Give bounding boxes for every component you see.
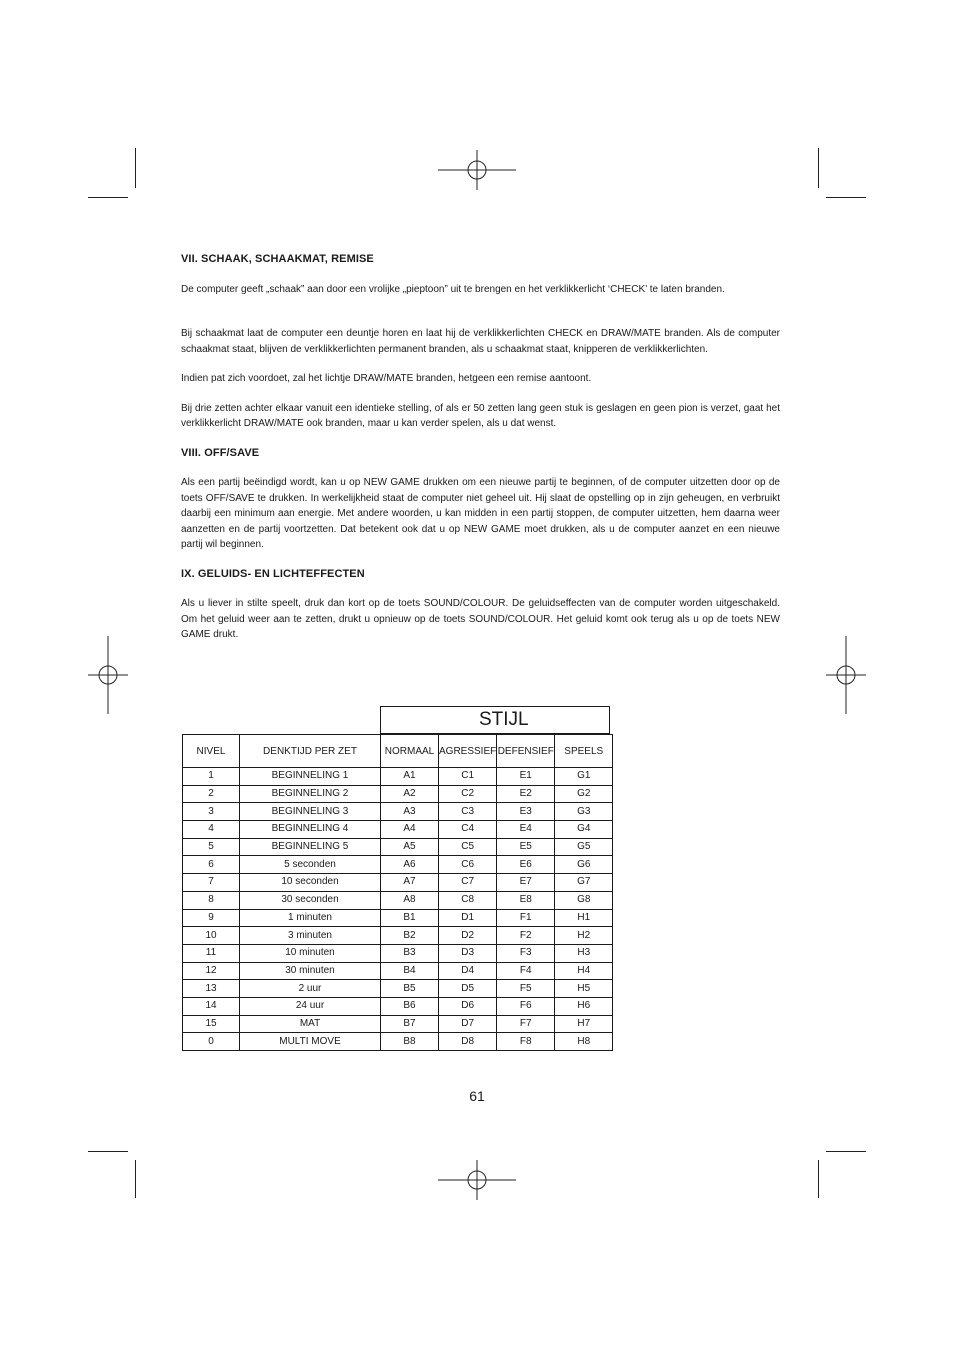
table-row (183, 803, 613, 821)
table-cell: B4 (381, 962, 439, 980)
table-row (183, 962, 613, 980)
table-cell: BEGINNELING 4 (240, 821, 381, 839)
table-cell: H1 (555, 909, 613, 927)
table-cell: C6 (439, 856, 497, 874)
table-cell: 13 (183, 980, 240, 998)
paragraph: Bij schaakmat laat de computer een deuntje horen en laat hij de verklikkerlichten CHECK en DRAW/MATE branden. Als de computer schaakmat staat, blijven de verklikkerlichten permanent branden, als u schaakmat staat, knipperen de verklikkerlichten. (181, 328, 780, 355)
table-cell: G2 (555, 785, 613, 803)
table-cell: C1 (439, 768, 497, 786)
table-cell: BEGINNELING 2 (240, 785, 381, 803)
table-cell: A2 (381, 785, 439, 803)
table-cell: 2 uur (240, 980, 381, 998)
paragraph: Indien pat zich voordoet, zal het lichtje DRAW/MATE branden, hetgeen een remise aantoont. (181, 373, 592, 384)
table-cell: H5 (555, 980, 613, 998)
paragraph: De computer geeft „schaak” aan door een vrolijke „pieptoon” uit te brengen en het verklikkerlicht ‘CHECK’ te laten branden. (181, 283, 725, 295)
table-cell: B3 (381, 944, 439, 962)
table-cell: F4 (497, 962, 555, 980)
crop-mark (135, 1160, 136, 1198)
table-cell: F6 (497, 997, 555, 1015)
table-cell: H4 (555, 962, 613, 980)
table-cell: F3 (497, 944, 555, 962)
table-row (183, 874, 613, 892)
table-style-header: STIJL (380, 706, 610, 734)
registration-mark-icon (826, 636, 866, 714)
table-cell: B7 (381, 1015, 439, 1033)
table-cell: 1 (183, 768, 240, 786)
table-cell: E4 (497, 821, 555, 839)
table-row (183, 944, 613, 962)
table-cell: D1 (439, 909, 497, 927)
table-cell: 1 minuten (240, 909, 381, 927)
crop-mark (88, 197, 128, 198)
table-cell: 9 (183, 909, 240, 927)
table-cell: H6 (555, 997, 613, 1015)
table-cell: B6 (381, 997, 439, 1015)
table-cell: 0 (183, 1033, 240, 1051)
table-cell: B5 (381, 980, 439, 998)
table-row (183, 927, 613, 945)
table-cell: BEGINNELING 3 (240, 803, 381, 821)
column-header: NIVEL (183, 735, 240, 768)
table-cell: 7 (183, 874, 240, 892)
document-body (181, 252, 780, 643)
crop-mark (826, 1151, 866, 1152)
paragraph: Als een partij beëindigd wordt, kan u op NEW GAME drukken om een nieuwe partij te beginnen, of de computer uitzetten door op de toets OFF/SAVE te drukken. In werkelijkheid staat de computer niet geheel uit. Hij slaat de opstelling op in zijn geheugen, en verbruikt daarbij een minimum aan energie. Met andere woorden, u kan midden in een partij stoppen, de computer uitzetten, hem daarna weer aanzetten en de partij voortzetten. Dat betekent ook dat u op NEW GAME moet drukken, als u de computer aanzet en een nieuwe partij wil beginnen. (181, 477, 780, 550)
table-row (183, 1033, 613, 1051)
table-cell: C3 (439, 803, 497, 821)
table-cell: G6 (555, 856, 613, 874)
table-row (183, 909, 613, 927)
table-cell: B2 (381, 927, 439, 945)
registration-mark-icon (438, 1160, 516, 1200)
table-cell: 24 uur (240, 997, 381, 1015)
table-cell: D4 (439, 962, 497, 980)
table-cell: C4 (439, 821, 497, 839)
table-cell: A4 (381, 821, 439, 839)
table-cell: E5 (497, 838, 555, 856)
table-cell: E2 (497, 785, 555, 803)
table-cell: B8 (381, 1033, 439, 1051)
section-heading: VII. SCHAAK, SCHAAKMAT, REMISE (181, 253, 374, 265)
column-header: NORMAAL (381, 735, 439, 768)
table-cell: H8 (555, 1033, 613, 1051)
registration-mark-icon (438, 150, 516, 190)
table-row (183, 821, 613, 839)
table-cell: F5 (497, 980, 555, 998)
table-row (183, 980, 613, 998)
paragraph: Als u liever in stilte speelt, druk dan kort op de toets SOUND/COLOUR. De geluidseffecten van de computer worden uitgeschakeld. Om het geluid weer aan te zetten, drukt u opnieuw op de toets SOUND/COLOUR. Het geluid komt ook terug als u op de toets NEW GAME drukt. (181, 598, 780, 640)
table-cell: MULTI MOVE (240, 1033, 381, 1051)
section-heading: IX. GELUIDS- EN LICHTEFFECTEN (181, 567, 365, 580)
table-cell: G1 (555, 768, 613, 786)
table-cell: D6 (439, 997, 497, 1015)
crop-mark (826, 197, 866, 198)
table-cell: H7 (555, 1015, 613, 1033)
column-header: DENKTIJD PER ZET (240, 735, 381, 768)
table-cell: 4 (183, 821, 240, 839)
table-cell: 11 (183, 944, 240, 962)
table-cell: A8 (381, 891, 439, 909)
table-cell: C7 (439, 874, 497, 892)
table-cell: 30 seconden (240, 891, 381, 909)
table-cell: D2 (439, 927, 497, 945)
table-header-row (183, 735, 613, 768)
table-cell: A1 (381, 768, 439, 786)
table-cell: F7 (497, 1015, 555, 1033)
table-cell: F1 (497, 909, 555, 927)
table-cell: D7 (439, 1015, 497, 1033)
section-heading: VIII. OFF/SAVE (181, 446, 260, 459)
column-header: AGRESSIEF (439, 735, 497, 768)
table-cell: BEGINNELING 1 (240, 768, 381, 786)
table-cell: BEGINNELING 5 (240, 838, 381, 856)
table-cell: D8 (439, 1033, 497, 1051)
table-cell: E7 (497, 874, 555, 892)
table-cell: H3 (555, 944, 613, 962)
table-cell: G4 (555, 821, 613, 839)
table-cell: A7 (381, 874, 439, 892)
table-row (183, 785, 613, 803)
table-cell: G8 (555, 891, 613, 909)
table-cell: 14 (183, 997, 240, 1015)
table-row (183, 838, 613, 856)
table-cell: 10 seconden (240, 874, 381, 892)
table-cell: H2 (555, 927, 613, 945)
table-cell: E6 (497, 856, 555, 874)
table-row (183, 1015, 613, 1033)
level-table (182, 734, 613, 1051)
table-cell: 30 minuten (240, 962, 381, 980)
crop-mark (135, 148, 136, 188)
table-row (183, 768, 613, 786)
column-header: DEFENSIEF (497, 735, 555, 768)
table-cell: G7 (555, 874, 613, 892)
table-cell: 5 (183, 838, 240, 856)
table-cell: E8 (497, 891, 555, 909)
table-cell: G5 (555, 838, 613, 856)
table-cell: E3 (497, 803, 555, 821)
table-cell: 2 (183, 785, 240, 803)
table-cell: F2 (497, 927, 555, 945)
table-cell: G3 (555, 803, 613, 821)
table-cell: 3 minuten (240, 927, 381, 945)
table-cell: 8 (183, 891, 240, 909)
table-cell: 10 minuten (240, 944, 381, 962)
table-cell: C8 (439, 891, 497, 909)
crop-mark (88, 1151, 128, 1152)
table-cell: E1 (497, 768, 555, 786)
table-cell: D5 (439, 980, 497, 998)
column-header: SPEELS (555, 735, 613, 768)
crop-mark (818, 1160, 819, 1198)
table-cell: 5 seconden (240, 856, 381, 874)
registration-mark-icon (88, 636, 128, 714)
table-cell: 10 (183, 927, 240, 945)
crop-mark (818, 148, 819, 188)
table-cell: 15 (183, 1015, 240, 1033)
table-cell: 12 (183, 962, 240, 980)
table-row (183, 997, 613, 1015)
table-cell: MAT (240, 1015, 381, 1033)
table-cell: C2 (439, 785, 497, 803)
table-cell: A3 (381, 803, 439, 821)
table-cell: B1 (381, 909, 439, 927)
table-cell: 6 (183, 856, 240, 874)
table-cell: D3 (439, 944, 497, 962)
table-cell: C5 (439, 838, 497, 856)
table-cell: A6 (381, 856, 439, 874)
table-row (183, 856, 613, 874)
table-cell: A5 (381, 838, 439, 856)
page-number: 61 (469, 1088, 485, 1104)
table-row (183, 891, 613, 909)
paragraph: Bij drie zetten achter elkaar vanuit een identieke stelling, of als er 50 zetten lang geen stuk is geslagen en geen pion is verzet, gaat het verklikkerlicht DRAW/MATE ook branden, maar u kan verder spelen, als u dat wenst. (181, 402, 780, 429)
table-cell: 3 (183, 803, 240, 821)
table-cell: F8 (497, 1033, 555, 1051)
